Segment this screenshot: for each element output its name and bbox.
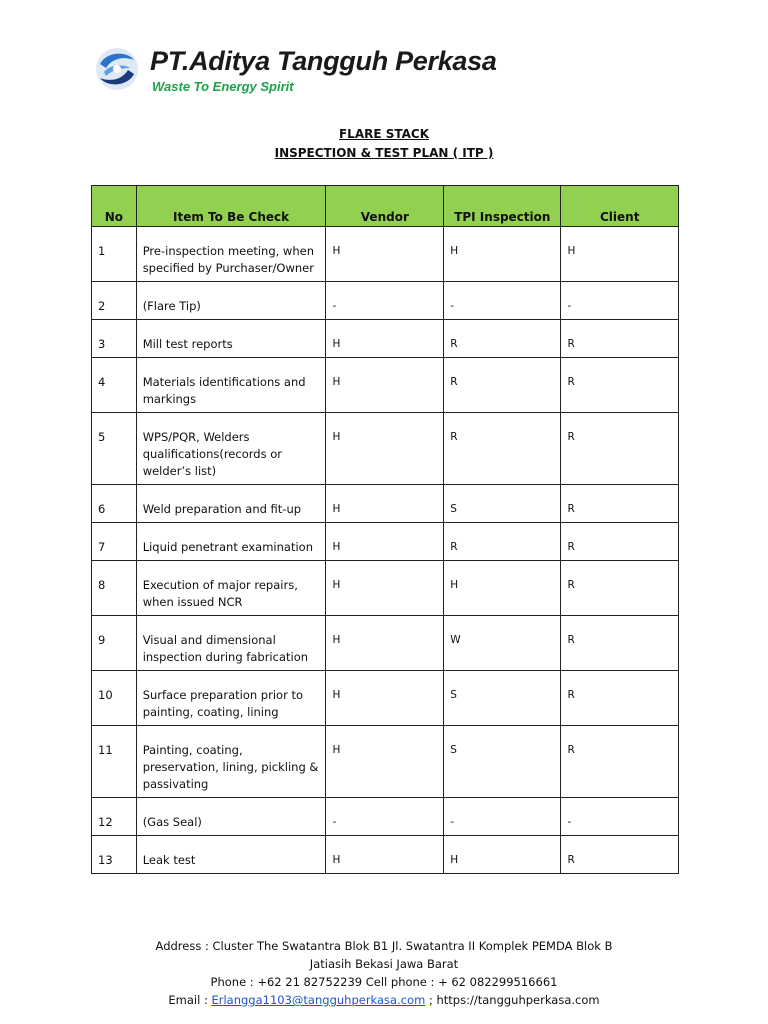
footer-website: ; https://tangguhperkasa.com: [425, 993, 600, 1007]
cell-item: Leak test: [136, 836, 326, 874]
table-row: [92, 836, 679, 874]
table-row: [92, 358, 679, 413]
cell-vendor: H: [326, 413, 444, 485]
cell-client: R: [561, 671, 679, 726]
cell-vendor: H: [326, 671, 444, 726]
cell-client: R: [561, 413, 679, 485]
cell-tpi: R: [444, 320, 561, 358]
cell-client: R: [561, 726, 679, 798]
cell-vendor: H: [326, 358, 444, 413]
cell-no: 1: [92, 227, 137, 282]
cell-tpi: R: [444, 413, 561, 485]
cell-vendor: -: [326, 798, 444, 836]
cell-item: Liquid penetrant examination: [136, 523, 326, 561]
cell-vendor: -: [326, 282, 444, 320]
table-row: [92, 227, 679, 282]
cell-no: 5: [92, 413, 137, 485]
footer: [0, 937, 768, 1009]
cell-client: H: [561, 227, 679, 282]
cell-vendor: H: [326, 320, 444, 358]
cell-tpi: R: [444, 358, 561, 413]
footer-email-line: [0, 991, 768, 1009]
cell-tpi: -: [444, 282, 561, 320]
table-row: [92, 671, 679, 726]
cell-item: Mill test reports: [136, 320, 326, 358]
cell-no: 9: [92, 616, 137, 671]
cell-item: Visual and dimensional inspection during fabrication: [136, 616, 326, 671]
cell-client: R: [561, 485, 679, 523]
cell-item: Surface preparation prior to painting, coating, lining: [136, 671, 326, 726]
cell-item: Weld preparation and fit-up: [136, 485, 326, 523]
cell-no: 13: [92, 836, 137, 874]
document-title: FLARE STACK: [338, 127, 430, 141]
cell-item: Pre-inspection meeting, when specified by Purchaser/Owner: [136, 227, 326, 282]
column-header-tpi: TPI Inspection: [444, 186, 561, 227]
cell-item: (Flare Tip): [136, 282, 326, 320]
cell-tpi: H: [444, 836, 561, 874]
cell-tpi: H: [444, 561, 561, 616]
cell-tpi: S: [444, 726, 561, 798]
cell-no: 3: [92, 320, 137, 358]
footer-email-label: Email :: [168, 993, 212, 1007]
cell-vendor: H: [326, 227, 444, 282]
document-subtitle: INSPECTION & TEST PLAN ( ITP ): [274, 146, 494, 160]
table-row: [92, 561, 679, 616]
cell-no: 7: [92, 523, 137, 561]
cell-vendor: H: [326, 561, 444, 616]
table-row: [92, 798, 679, 836]
footer-email-link[interactable]: Erlangga1103@tangguhperkasa.com: [211, 993, 426, 1007]
cell-no: 10: [92, 671, 137, 726]
cell-client: R: [561, 523, 679, 561]
table-row: [92, 320, 679, 358]
table-row: [92, 523, 679, 561]
table-row: [92, 726, 679, 798]
table-row: [92, 282, 679, 320]
cell-client: R: [561, 358, 679, 413]
footer-phone: Phone : +62 21 82752239 Cell phone : + 62 082299516661: [210, 975, 558, 989]
cell-no: 12: [92, 798, 137, 836]
footer-address-line2: Jatiasih Bekasi Jawa Barat: [309, 957, 459, 971]
cell-client: R: [561, 836, 679, 874]
cell-item: Materials identifications and markings: [136, 358, 326, 413]
cell-vendor: H: [326, 485, 444, 523]
cell-item: Painting, coating, preservation, lining, pickling & passivating: [136, 726, 326, 798]
table-row: [92, 485, 679, 523]
cell-tpi: W: [444, 616, 561, 671]
cell-item: (Gas Seal): [136, 798, 326, 836]
swirl-logo-icon: [94, 46, 140, 92]
cell-no: 6: [92, 485, 137, 523]
cell-client: R: [561, 616, 679, 671]
cell-no: 8: [92, 561, 137, 616]
column-header-client: Client: [561, 186, 679, 227]
cell-client: -: [561, 798, 679, 836]
cell-no: 11: [92, 726, 137, 798]
column-header-vendor: Vendor: [326, 186, 444, 227]
company-name: PT.Aditya Tangguh Perkasa: [150, 46, 497, 76]
cell-tpi: S: [444, 671, 561, 726]
cell-tpi: S: [444, 485, 561, 523]
cell-tpi: H: [444, 227, 561, 282]
cell-item: Execution of major repairs, when issued NCR: [136, 561, 326, 616]
cell-no: 2: [92, 282, 137, 320]
cell-client: -: [561, 282, 679, 320]
company-tagline: Waste To Energy Spirit: [152, 79, 294, 94]
cell-vendor: H: [326, 523, 444, 561]
cell-vendor: H: [326, 726, 444, 798]
table-body: [92, 227, 679, 874]
table-header-row: [92, 186, 679, 227]
column-header-item: Item To Be Check: [136, 186, 326, 227]
cell-client: R: [561, 561, 679, 616]
company-header: [94, 44, 554, 104]
cell-vendor: H: [326, 836, 444, 874]
cell-vendor: H: [326, 616, 444, 671]
table-row: [92, 413, 679, 485]
cell-client: R: [561, 320, 679, 358]
cell-tpi: R: [444, 523, 561, 561]
itp-table: [91, 185, 679, 874]
cell-tpi: -: [444, 798, 561, 836]
cell-item: WPS/PQR, Welders qualifications(records or welder’s list): [136, 413, 326, 485]
column-header-no: No: [92, 186, 137, 227]
footer-address-line1: Address : Cluster The Swatantra Blok B1 Jl. Swatantra II Komplek PEMDA Blok B: [155, 939, 613, 953]
cell-no: 4: [92, 358, 137, 413]
table-row: [92, 616, 679, 671]
